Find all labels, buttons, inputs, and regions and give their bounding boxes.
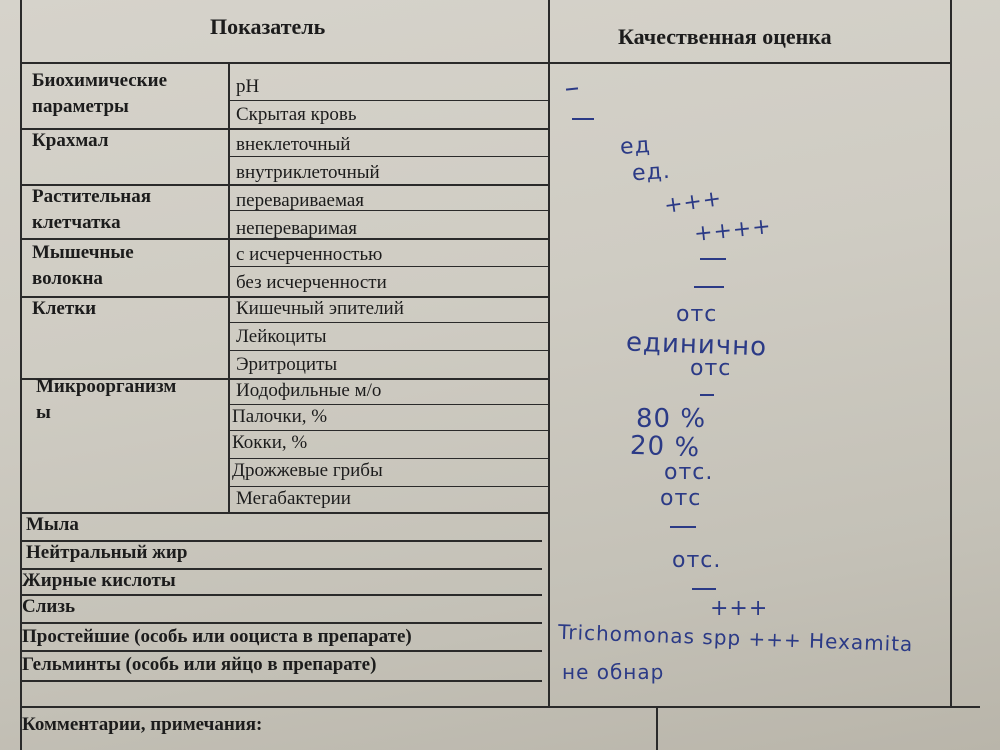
subitem-erythrocytes: Эритроциты [236, 354, 338, 375]
grid-line [230, 100, 548, 101]
dash-mark [572, 118, 594, 120]
subitem-indigestible: непереваримая [236, 218, 358, 239]
value-erythrocytes: отс [690, 356, 732, 381]
value-leukocytes: единично [625, 327, 768, 363]
column-header-assessment: Качественная оценка [618, 24, 832, 49]
grid-line [230, 404, 548, 405]
value-fiber-digestible: +++ [662, 186, 724, 219]
category-mucus: Слизь [22, 596, 76, 617]
grid-line [230, 156, 548, 157]
subitem-leukocytes: Лейкоциты [236, 326, 327, 347]
grid-line [230, 322, 548, 323]
subitem-yeast: Дрожжевые грибы [232, 460, 383, 481]
category-protozoa: Простейшие (особь или ооциста в препарате) [22, 626, 412, 647]
dash-mark [700, 258, 726, 260]
dash-mark [566, 87, 578, 90]
grid-line [22, 512, 550, 514]
comments-label: Комментарии, примечания: [22, 714, 263, 735]
column-header-indicator: Показатель [210, 14, 326, 39]
category-neutral-fat: Нейтральный жир [26, 542, 188, 563]
grid-line [548, 0, 550, 706]
subitem-intracellular: внутриклеточный [236, 162, 380, 183]
subitem-ph: pH [236, 76, 260, 97]
subitem-striated: с исчерченностью [236, 244, 383, 265]
grid-line [230, 458, 548, 459]
category-soaps: Мыла [26, 514, 79, 535]
subitem-cocci: Кокки, % [232, 432, 308, 453]
grid-line [230, 486, 548, 487]
category-fatty-acids: Жирные кислоты [22, 570, 176, 591]
value-protozoa: Trichomonas spp +++ Hexamita [557, 619, 914, 657]
value-fiber-indigestible: ++++ [692, 214, 773, 247]
category-helminths: Гельминты (особь или яйцо в препарате) [22, 654, 377, 675]
value-cocci: 20 % [629, 430, 701, 464]
dash-mark [692, 588, 716, 590]
category-plant-fiber: Растительная клетчатка [32, 186, 152, 233]
value-starch-intracellular: ед. [631, 158, 672, 187]
grid-line [230, 266, 548, 267]
category-muscle-fibers: Мышечные волокна [32, 242, 134, 289]
subitem-occult-blood: Скрытая кровь [236, 104, 357, 125]
subitem-digestible: перевариваемая [236, 190, 365, 211]
value-rods: 80 % [636, 404, 707, 434]
grid-line [950, 0, 952, 706]
subitem-epithelium: Кишечный эпителий [236, 298, 404, 319]
subitem-extracellular: внеклеточный [236, 134, 351, 155]
grid-line [20, 706, 980, 708]
grid-line [20, 62, 952, 64]
subitem-rods: Палочки, % [232, 406, 328, 427]
category-cells: Клетки [32, 298, 97, 319]
dash-mark [700, 394, 714, 396]
subitem-iodophilic: Иодофильные м/о [236, 380, 382, 401]
grid-line [22, 680, 542, 682]
value-neutral-fat: отс. [672, 548, 722, 573]
grid-line [230, 430, 548, 431]
value-megabacteria: отс [660, 486, 702, 511]
category-starch: Крахмал [32, 130, 109, 151]
subitem-megabacteria: Мегабактерии [236, 488, 351, 509]
category-microorganisms: Микроорганизм ы [36, 376, 177, 423]
grid-line [230, 350, 548, 351]
subitem-non-striated: без исчерченности [236, 272, 387, 293]
grid-line [22, 594, 542, 596]
grid-line [656, 706, 658, 750]
value-helminths: не обнар [562, 660, 665, 684]
category-biochemical: Биохимические параметры [32, 70, 168, 117]
value-mucus: +++ [710, 596, 769, 621]
value-yeast: отс. [664, 460, 714, 485]
value-starch-extracellular: ед [619, 132, 652, 161]
value-epithelium: отс [676, 302, 718, 327]
grid-line [228, 62, 230, 514]
dash-mark [670, 526, 696, 528]
dash-mark [694, 286, 724, 288]
